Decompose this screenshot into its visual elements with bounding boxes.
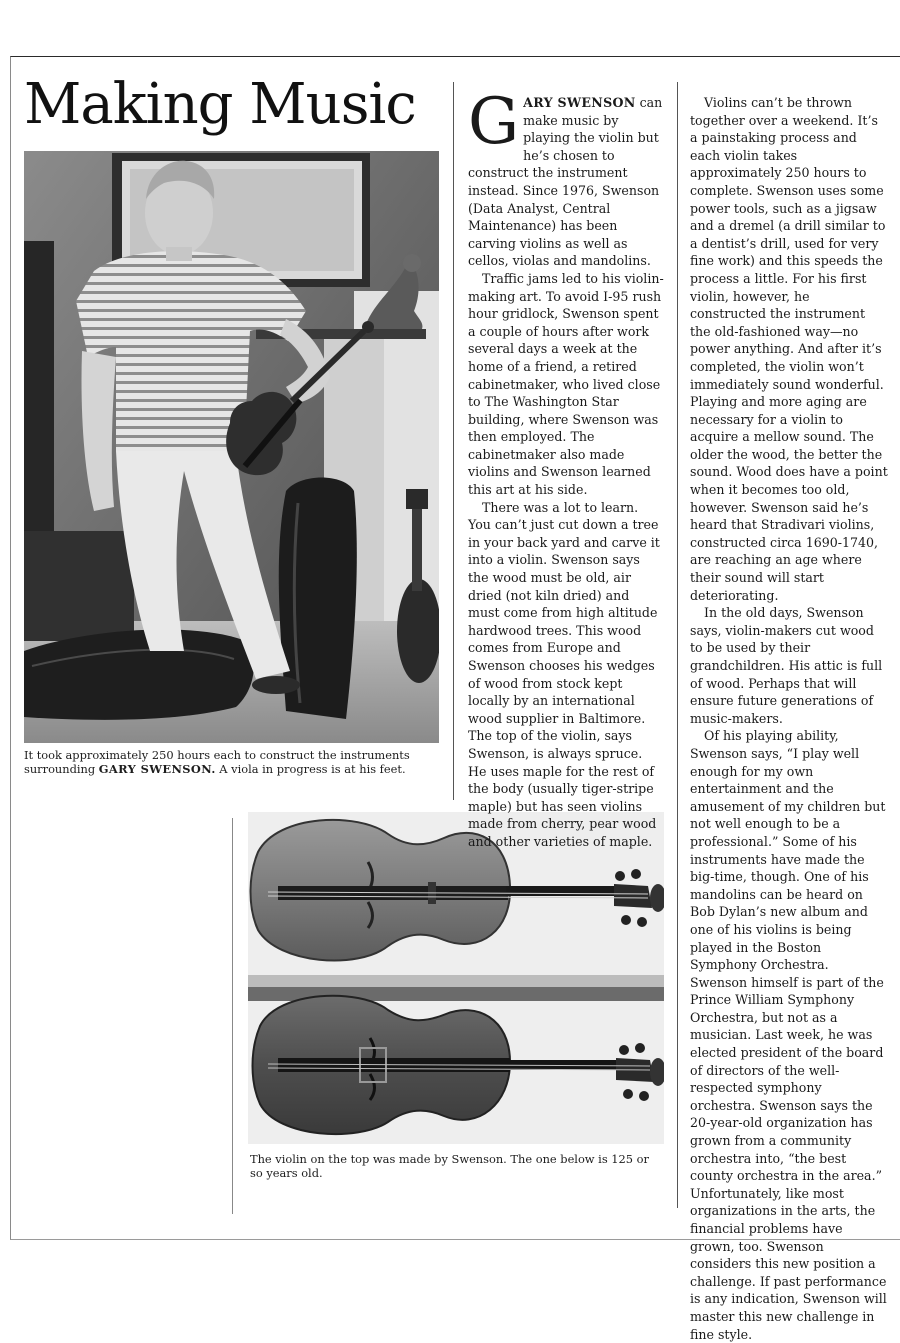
column-rule-right bbox=[677, 82, 678, 1208]
two-violins-image bbox=[248, 812, 664, 1144]
lead-name: ARY SWENSON bbox=[523, 95, 636, 110]
drop-cap: G bbox=[468, 85, 520, 159]
man-with-instruments-image bbox=[24, 151, 439, 743]
violins-photo-caption: The violin on the top was made by Swenson. The one below is 125 or so years old. bbox=[250, 1152, 649, 1180]
paragraph: Of his playing ability, Swenson says, “I play well enough for my own entertainment and the amusement of my children but not well enough to be a professional.” Some of his instruments have made the big-time, though. One of his mandolins can be heard on Bob Dylan’s new album and one of his violins is being played in the Boston Symphony Orchestra. Swenson himself is part of the Prince William Symphony Orchestra, but not as a musician. Last week, he was elected president of the board of directors of the well-respected symphony orchestra. Swenson says the 20-year-old organization has grown from a community orchestra into, “the best county orchestra in the area.” Unfortunately, like most organizations in the arts, the financial problems have grown, too. Swenson considers this new position a challenge. If past performance is any indication, Swenson will master this new challenge in fine style. bbox=[690, 728, 887, 1342]
photo-rule bbox=[232, 818, 233, 1214]
paragraph: Traffic jams led to his violin-making art. To avoid I-95 rush hour gridlock, Swenson spent a couple of hours after work several days a week at the home of a friend, a retired cabinetmaker, who lived close to The Washington Star building, where Swenson was then employed. The cabinetmaker also made violins and Swenson learned this art at his side. bbox=[468, 270, 664, 498]
article-column-1 bbox=[468, 85, 664, 851]
lead-text: can make music by playing the violin but he’s chosen to construct the instrument instead. Since 1976, Swenson (Data Analyst, Central Maintenance) has been carving violins as well as cellos, violas and mandolins. bbox=[468, 95, 663, 269]
main-photo bbox=[24, 151, 439, 743]
paragraph: There was a lot to learn. You can’t just cut down a tree in your back yard and carve it into a violin. Swenson says the wood must be old, air dried (not kiln dried) and must come from high altitude hardwood trees. This wood comes from Europe and Swenson chooses his wedges of wood from stock kept locally by an international wood supplier in Baltimore. The top of the violin, says Swenson, is always spruce. He uses maple for the rest of the body (usually tiger-stripe maple) but has seen violins made from cherry, pear wood and other varieties of maple. bbox=[468, 499, 660, 849]
column-rule-left bbox=[453, 82, 454, 800]
caption-name: GARY SWENSON. bbox=[98, 762, 216, 776]
paragraph: Violins can’t be thrown together over a weekend. It’s a painstaking process and each violin takes approximately 250 hours to complete. Swenson uses some power tools, such as a jigsaw and a dremel (a drill similar to a dentist’s drill, used for very fine work) and this speeds the process a little. For his first violin, however, he constructed the instrument the old-fashioned way—no power anything. And after it’s completed, the violin won’t immediately sound wonderful. Playing and more aging are necessary for a violin to acquire a mellow sound. The older the wood, the better the sound. Wood does have a point when it becomes too old, however. Swenson said he’s heard that Stradivari violins, constructed circa 1690-1740, are reaching an age where their sound will start deteriorating. bbox=[690, 95, 888, 603]
lead-paragraph bbox=[468, 85, 664, 270]
headline: Making Music bbox=[24, 72, 416, 137]
violins-photo bbox=[248, 812, 664, 1144]
caption-text-end: A viola in progress is at his feet. bbox=[215, 762, 406, 776]
article-column-2 bbox=[690, 94, 888, 1343]
paragraph: In the old days, Swenson says, violin-makers cut wood to be used by their grandchildren. His attic is full of wood. Perhaps that will ensure future generations of music-makers. bbox=[690, 605, 883, 726]
caption-text: It took approximately 250 hours each to construct the instruments surrounding bbox=[24, 748, 410, 776]
main-photo-caption bbox=[24, 748, 444, 776]
